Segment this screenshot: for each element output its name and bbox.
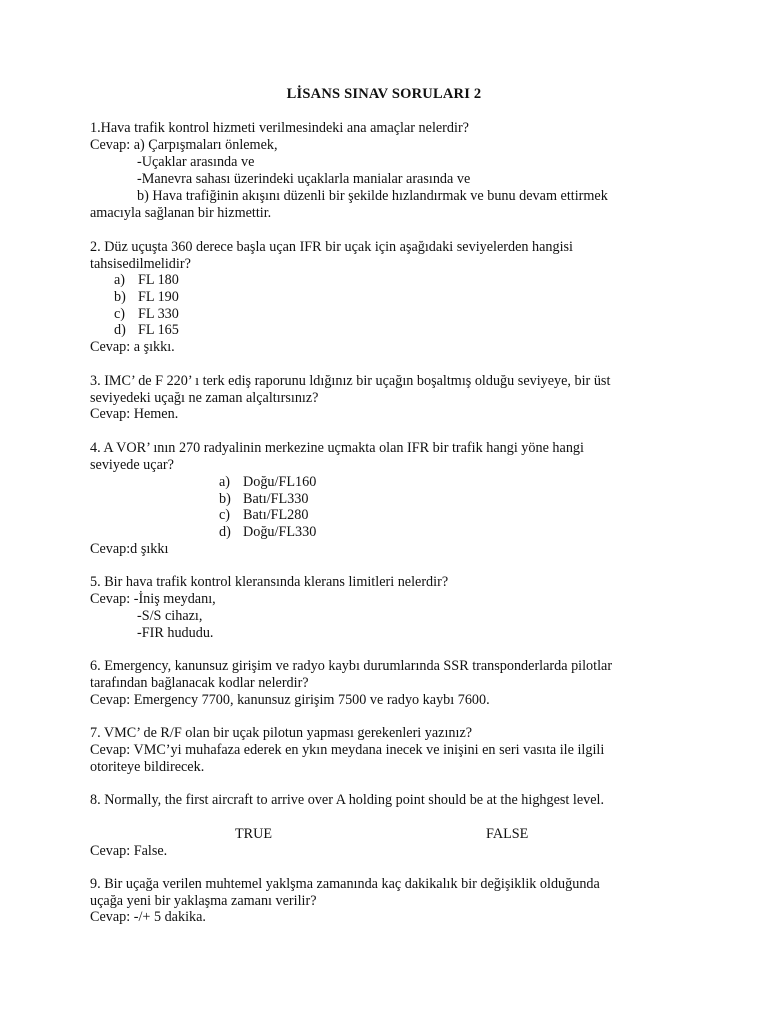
option-text: FL 165 bbox=[138, 322, 179, 338]
option-text: Doğu/FL330 bbox=[243, 524, 317, 540]
answer-1-line: -Manevra sahası üzerindeki uçaklarla manialar arasında ve bbox=[137, 171, 471, 187]
answer-2: Cevap: a şıkkı. bbox=[90, 339, 175, 355]
option-mark: b) bbox=[114, 289, 126, 305]
option-mark: c) bbox=[114, 306, 126, 322]
question-4: 4. A VOR’ ının 270 radyalinin merkezine uçmakta olan IFR bir trafik hangi yöne hangi bbox=[90, 440, 584, 456]
option-text: FL 180 bbox=[138, 272, 179, 288]
question-4-cont: seviyede uçar? bbox=[90, 457, 174, 473]
question-3: 3. IMC’ de F 220’ ı terk ediş raporunu ldığınız bir uçağın boşaltmış olduğu seviyeye, bir üst bbox=[90, 373, 611, 389]
option-mark: a) bbox=[219, 474, 231, 490]
page-title: LİSANS SINAV SORULARI 2 bbox=[286, 86, 482, 102]
answer-6: Cevap: Emergency 7700, kanunsuz girişim 7500 ve radyo kaybı 7600. bbox=[90, 692, 490, 708]
question-3-cont: seviyedeki uçağı ne zaman alçaltırsınız? bbox=[90, 390, 319, 406]
question-6: 6. Emergency, kanunsuz girişim ve radyo kaybı durumlarında SSR transponderlarda pilotlar bbox=[90, 658, 613, 674]
question-9: 9. Bir uçağa verilen muhtemel yaklşma zamanında kaç dakikalık bir değişiklik olduğunda bbox=[90, 876, 600, 892]
false-label: FALSE bbox=[486, 826, 529, 842]
answer-5-line: -S/S cihazı, bbox=[137, 608, 203, 624]
answer-5-line: -FIR hududu. bbox=[137, 625, 214, 641]
option-text: Batı/FL330 bbox=[243, 491, 309, 507]
question-5: 5. Bir hava trafik kontrol kleransında klerans limitleri nelerdir? bbox=[90, 574, 449, 590]
question-6-cont: tarafından bağlanacak kodlar nelerdir? bbox=[90, 675, 309, 691]
option-mark: d) bbox=[114, 322, 126, 338]
answer-7: Cevap: VMC’yi muhafaza ederek en ykın meydana inecek ve inişini en seri vasıta ile ilgili bbox=[90, 742, 605, 758]
answer-5-start: Cevap: -İniş meydanı, bbox=[90, 591, 216, 607]
question-1: 1.Hava trafik kontrol hizmeti verilmesindeki ana amaçlar nelerdir? bbox=[90, 120, 469, 136]
answer-7-cont: otoriteye bildirecek. bbox=[90, 759, 205, 775]
answer-1-line: -Uçaklar arasında ve bbox=[137, 154, 255, 170]
option-mark: c) bbox=[219, 507, 231, 523]
option-mark: d) bbox=[219, 524, 231, 540]
option-mark: a) bbox=[114, 272, 126, 288]
answer-8: Cevap: False. bbox=[90, 843, 168, 859]
answer-9: Cevap: -/+ 5 dakika. bbox=[90, 909, 206, 925]
question-2: 2. Düz uçuşta 360 derece başla uçan IFR bir uçak için aşağıdaki seviyelerden hangisi bbox=[90, 239, 573, 255]
true-label: TRUE bbox=[235, 826, 273, 842]
question-8: 8. Normally, the first aircraft to arrive over A holding point should be at the highgest level. bbox=[90, 792, 605, 808]
answer-1-start: Cevap: a) Çarpışmaları önlemek, bbox=[90, 137, 278, 153]
option-text: FL 330 bbox=[138, 306, 179, 322]
question-9-cont: uçağa yeni bir yaklaşma zamanı verilir? bbox=[90, 893, 317, 909]
question-7: 7. VMC’ de R/F olan bir uçak pilotun yapması gerekenleri yazınız? bbox=[90, 725, 473, 741]
option-text: Doğu/FL160 bbox=[243, 474, 317, 490]
option-text: Batı/FL280 bbox=[243, 507, 309, 523]
question-2-cont: tahsisedilmelidir? bbox=[90, 256, 191, 272]
option-text: FL 190 bbox=[138, 289, 179, 305]
answer-1-line: b) Hava trafiğinin akışını düzenli bir şekilde hızlandırmak ve bunu devam ettirmek bbox=[137, 188, 608, 204]
answer-1-line: amacıyla sağlanan bir hizmettir. bbox=[90, 205, 272, 221]
option-mark: b) bbox=[219, 491, 231, 507]
answer-4: Cevap:d şıkkı bbox=[90, 541, 169, 557]
answer-3: Cevap: Hemen. bbox=[90, 406, 179, 422]
